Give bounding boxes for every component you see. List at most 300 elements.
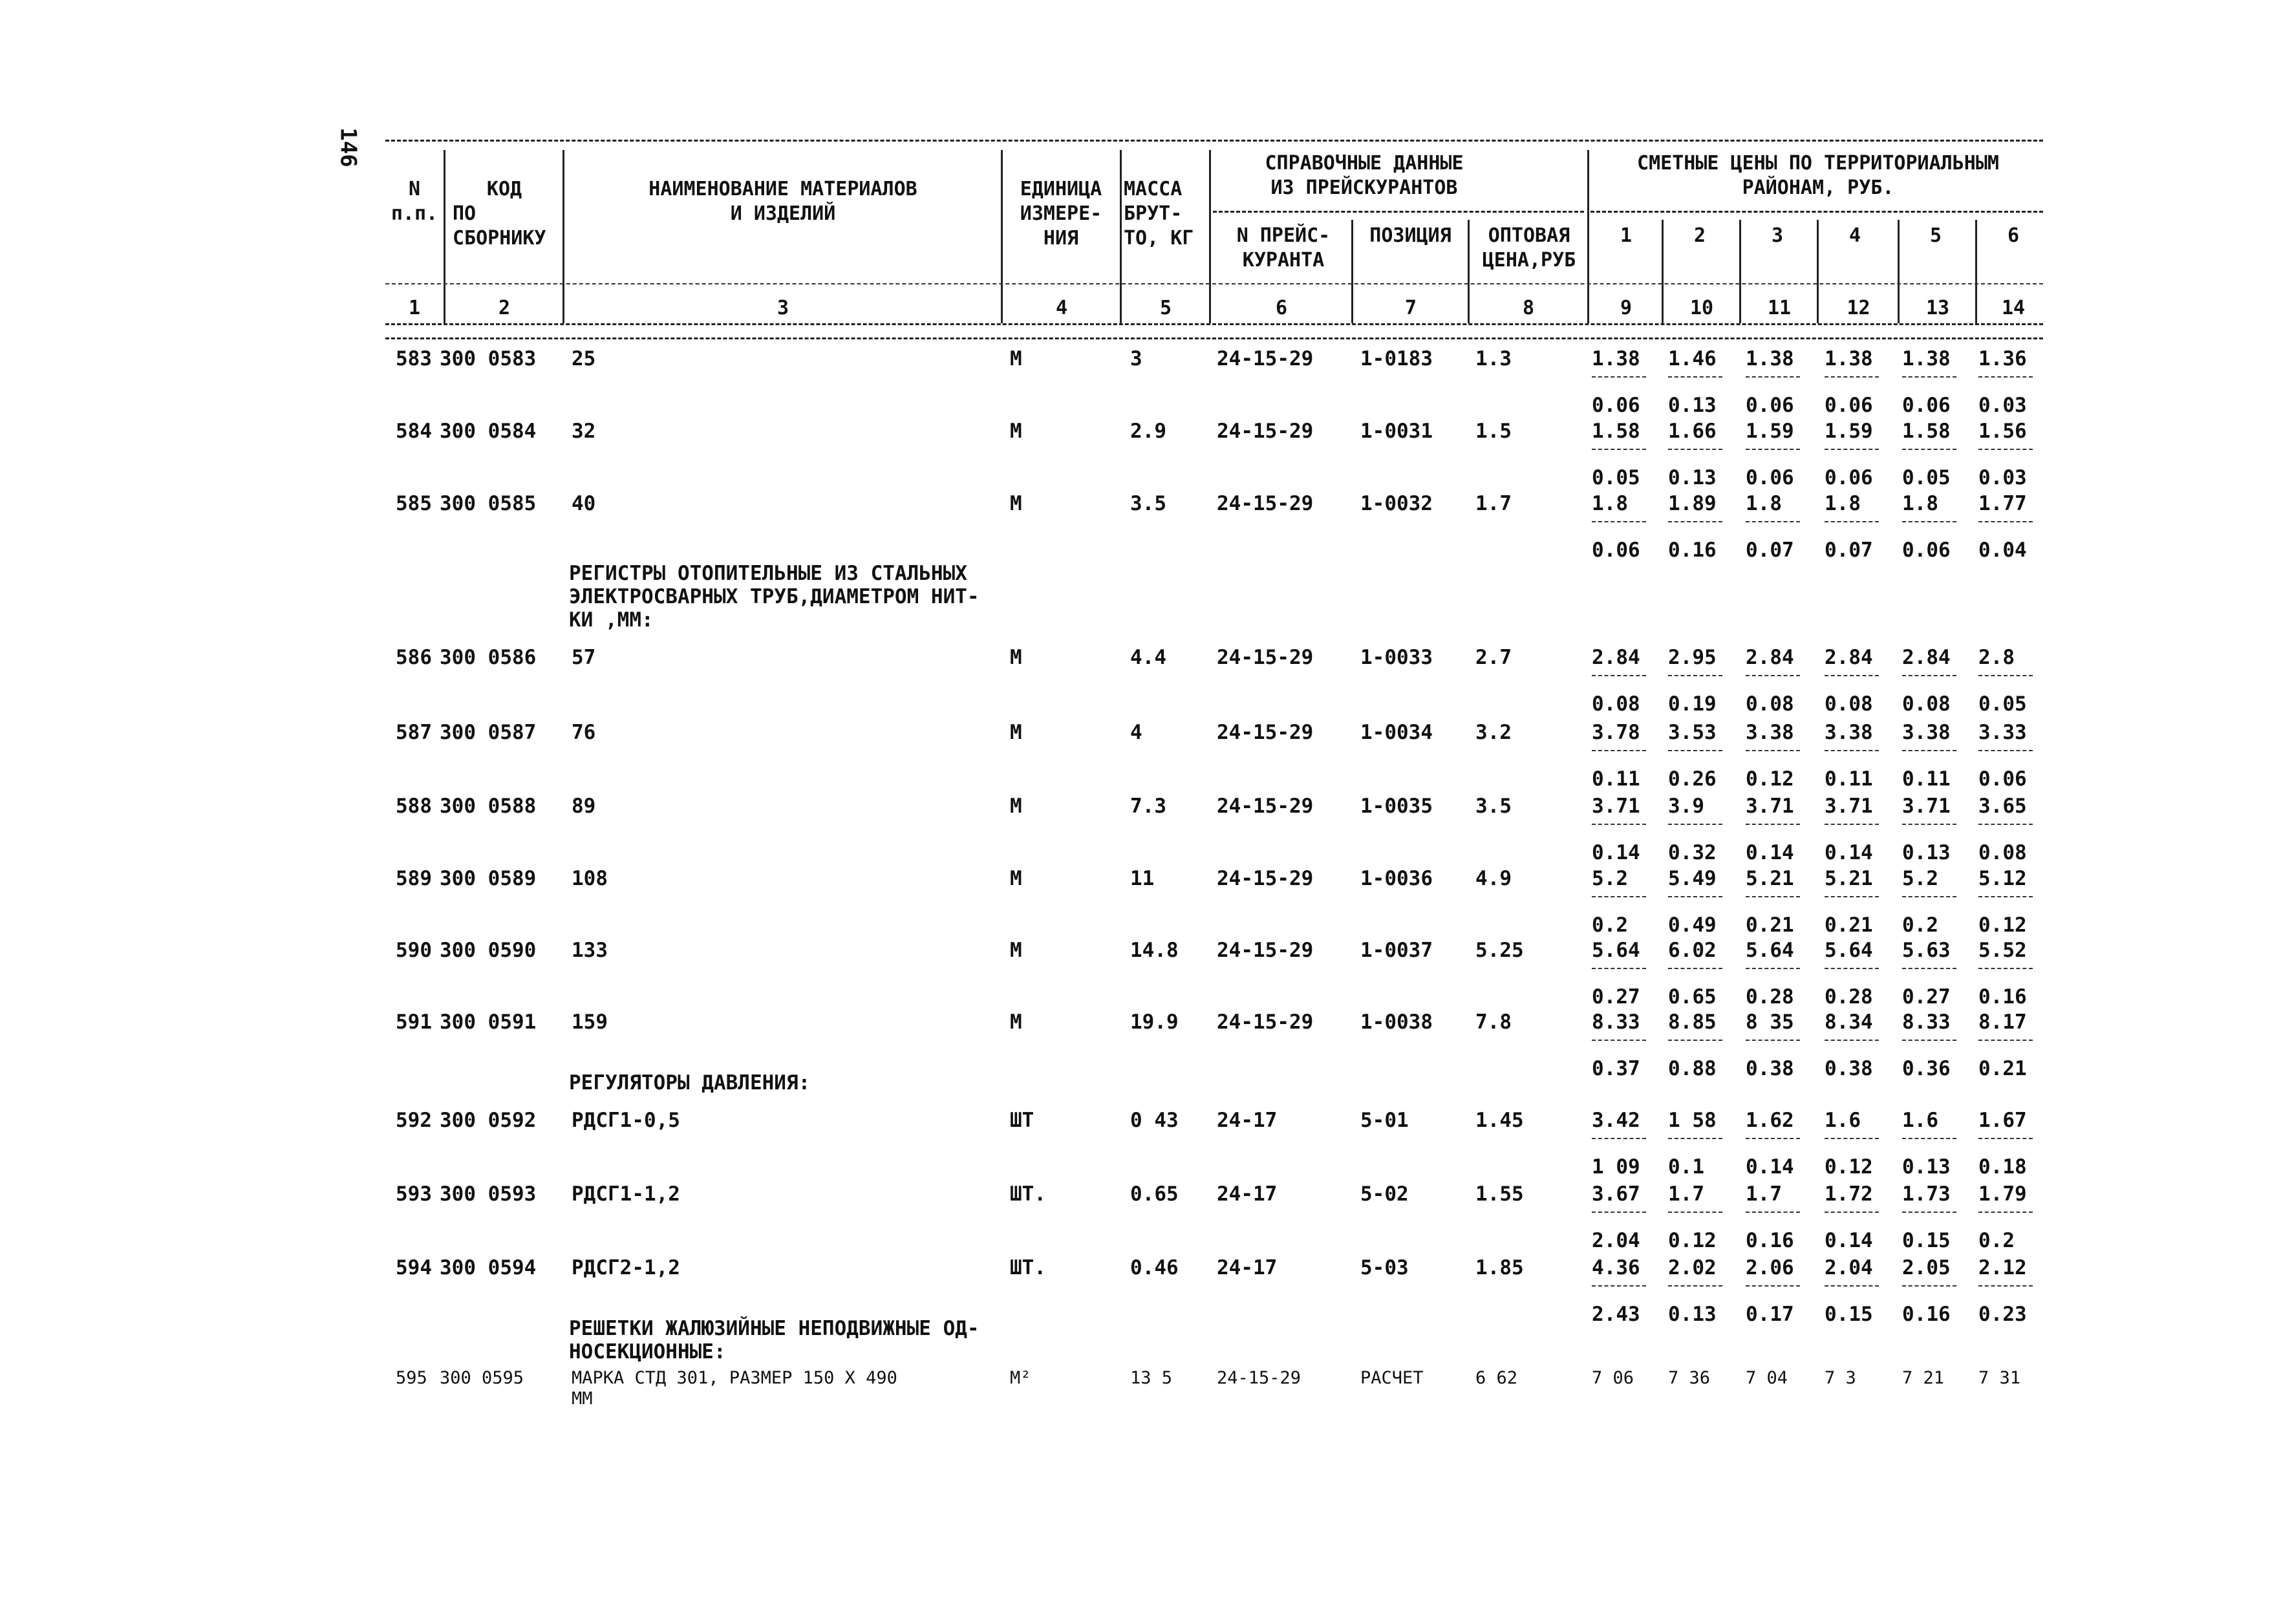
- row-region-transport: 0.27: [1592, 985, 1640, 1009]
- fraction-line: [1825, 1285, 1879, 1287]
- row-code: 300 0585: [440, 492, 537, 515]
- row-region-transport: 0.06: [1592, 394, 1640, 417]
- fraction-line: [1668, 824, 1722, 825]
- fraction-line: [1978, 675, 2033, 676]
- row-pricelist: 24-15-29: [1217, 867, 1314, 890]
- row-region-transport: 0.21: [1825, 914, 1873, 937]
- column-number: 14: [2001, 297, 2026, 319]
- header-region-5: 5: [1929, 224, 1942, 247]
- row-region-price: 1.89: [1668, 492, 1717, 515]
- fraction-line: [1592, 1040, 1646, 1041]
- row-number: 592: [396, 1109, 432, 1132]
- row-region-price: 1.6: [1825, 1109, 1861, 1132]
- row-position: 5-01: [1360, 1109, 1409, 1132]
- row-region-price: 5.49: [1668, 867, 1717, 890]
- header-npp: п.п.: [391, 202, 438, 225]
- column-divider: [1817, 290, 1819, 322]
- row-mass: 4: [1130, 721, 1142, 744]
- fraction-line: [1668, 675, 1722, 676]
- row-region-transport: 0.14: [1825, 1229, 1873, 1252]
- row-name: 25: [572, 347, 596, 370]
- fraction-line: [1825, 675, 1879, 676]
- row-region-price: 8.33: [1902, 1010, 1951, 1034]
- row-region-price: 2.04: [1825, 1256, 1873, 1279]
- row-region-price: 3.38: [1825, 721, 1873, 744]
- row-pricelist: 24-17: [1217, 1256, 1278, 1279]
- row-wholesale-price: 1.45: [1475, 1109, 1524, 1132]
- fraction-line: [1902, 376, 1956, 378]
- row-wholesale-price: 1.5: [1475, 420, 1512, 443]
- column-divider: [1662, 290, 1664, 322]
- row-unit: М: [1010, 420, 1022, 443]
- row-name: 57: [572, 646, 596, 669]
- fraction-line: [1668, 521, 1722, 522]
- header-pricelist: N ПРЕЙС-: [1236, 224, 1331, 247]
- row-region-transport: 0.27: [1902, 985, 1951, 1009]
- row-region-price: 7 06: [1592, 1368, 1634, 1388]
- row-code: 300 0593: [440, 1182, 537, 1206]
- row-pricelist: 24-15-29: [1217, 420, 1314, 443]
- row-region-transport: 0.26: [1668, 767, 1717, 791]
- row-region-price: 3.42: [1592, 1109, 1640, 1132]
- row-unit: ШТ: [1010, 1109, 1034, 1132]
- fraction-line: [1978, 896, 2033, 897]
- row-region-price: 5.64: [1825, 939, 1873, 962]
- row-name: РДСГ1-1,2: [572, 1182, 680, 1206]
- row-number: 588: [396, 795, 432, 818]
- row-name: 32: [572, 420, 596, 443]
- row-region-price: 1.38: [1746, 347, 1794, 370]
- row-code: 300 0584: [440, 420, 537, 443]
- row-region-transport: 0.19: [1668, 692, 1717, 716]
- row-number: 594: [396, 1256, 432, 1279]
- row-region-transport: 0.06: [1902, 394, 1951, 417]
- row-region-price: 5.52: [1978, 939, 2027, 962]
- fraction-line: [1978, 449, 2033, 450]
- row-region-transport: 0.08: [1978, 841, 2027, 864]
- row-code: 300 0592: [440, 1109, 537, 1132]
- row-region-price: 1.62: [1746, 1109, 1794, 1132]
- fraction-line: [1592, 750, 1646, 751]
- row-region-price: 8 35: [1746, 1010, 1794, 1034]
- column-divider: [1975, 290, 1977, 322]
- column-divider: [562, 290, 564, 322]
- column-number: 4: [1055, 297, 1068, 319]
- column-number: 3: [776, 297, 789, 319]
- row-region-price: 2.8: [1978, 646, 2015, 669]
- row-region-transport: 0.08: [1592, 692, 1640, 716]
- row-region-price: 1.58: [1902, 420, 1951, 443]
- row-region-transport: 2.43: [1592, 1303, 1640, 1326]
- row-region-transport: 0.06: [1825, 394, 1873, 417]
- fraction-line: [1902, 675, 1956, 676]
- row-pricelist: 24-15-29: [1217, 1368, 1301, 1388]
- fraction-line: [1668, 1138, 1722, 1139]
- row-region-price: 3.53: [1668, 721, 1717, 744]
- row-number: 595: [396, 1368, 427, 1388]
- row-unit: М: [1010, 1010, 1022, 1034]
- row-region-transport: 0.21: [1978, 1057, 2027, 1080]
- row-code: 300 0589: [440, 867, 537, 890]
- row-region-price: 1.66: [1668, 420, 1717, 443]
- row-pricelist: 24-17: [1217, 1182, 1278, 1206]
- fraction-line: [1825, 521, 1879, 522]
- row-code: 300 0595: [440, 1368, 524, 1388]
- fraction-line: [1978, 376, 2033, 378]
- row-wholesale-price: 4.9: [1475, 867, 1512, 890]
- column-divider: [1351, 290, 1353, 322]
- row-region-transport: 0.16: [1978, 985, 2027, 1009]
- header-region-4: 4: [1848, 224, 1861, 247]
- row-mass: 3: [1130, 347, 1142, 370]
- column-divider: [1898, 290, 1900, 322]
- row-unit: М: [1010, 939, 1022, 962]
- row-position: 1-0036: [1360, 867, 1433, 890]
- fraction-line: [1746, 521, 1800, 522]
- row-region-price: 1.73: [1902, 1182, 1951, 1206]
- row-region-price: 3.71: [1746, 795, 1794, 818]
- row-region-transport: 0.38: [1746, 1057, 1794, 1080]
- row-region-transport: 0.06: [1825, 466, 1873, 489]
- row-region-transport: 0.23: [1978, 1303, 2027, 1326]
- fraction-line: [1668, 449, 1722, 450]
- row-number: 589: [396, 867, 432, 890]
- fraction-line: [1825, 1040, 1879, 1041]
- rule-line: [385, 323, 2043, 325]
- group-caption: РЕШЕТКИ ЖАЛЮЗИЙНЫЕ НЕПОДВИЖНЫЕ ОД-: [569, 1317, 980, 1340]
- fraction-line: [1592, 968, 1646, 969]
- row-region-price: 1.7: [1746, 1182, 1782, 1206]
- row-region-transport: 0.06: [1592, 539, 1640, 562]
- row-mass: 0 43: [1130, 1109, 1179, 1132]
- header-reference-group: СПРАВОЧНЫЕ ДАННЫЕ: [1265, 152, 1464, 175]
- row-position: 1-0038: [1360, 1010, 1433, 1034]
- group-caption: НОСЕКЦИОННЫЕ:: [569, 1340, 726, 1363]
- row-wholesale-price: 1.55: [1475, 1182, 1524, 1206]
- column-divider: [1468, 290, 1470, 322]
- fraction-line: [1746, 1138, 1800, 1139]
- row-region-transport: 0.18: [1978, 1155, 2027, 1179]
- column-divider: [444, 290, 445, 322]
- row-unit: ШТ.: [1010, 1256, 1046, 1279]
- row-region-price: 3.33: [1978, 721, 2027, 744]
- row-region-price: 5.64: [1746, 939, 1794, 962]
- row-region-price: 3.9: [1668, 795, 1704, 818]
- row-position: 1-0031: [1360, 420, 1433, 443]
- fraction-line: [1668, 750, 1722, 751]
- row-mass: 19.9: [1130, 1010, 1179, 1034]
- row-region-price: 3.71: [1902, 795, 1951, 818]
- row-region-transport: 0.14: [1746, 1155, 1794, 1179]
- header-name: НАИМЕНОВАНИЕ МАТЕРИАЛОВ: [648, 178, 917, 200]
- fraction-line: [1668, 1212, 1722, 1213]
- row-region-transport: 0.06: [1746, 394, 1794, 417]
- row-region-price: 2.06: [1746, 1256, 1794, 1279]
- row-region-transport: 0.14: [1746, 841, 1794, 864]
- column-number: 11: [1767, 297, 1792, 319]
- row-region-price: 3.78: [1592, 721, 1640, 744]
- fraction-line: [1668, 968, 1722, 969]
- row-region-transport: 0.2: [1902, 914, 1938, 937]
- fraction-line: [1978, 1138, 2033, 1139]
- row-region-price: 2.95: [1668, 646, 1717, 669]
- row-region-price: 4.36: [1592, 1256, 1640, 1279]
- row-region-transport: 1 09: [1592, 1155, 1640, 1179]
- row-number: 585: [396, 492, 432, 515]
- row-region-price: 1.7: [1668, 1182, 1704, 1206]
- row-region-transport: 0.13: [1902, 1155, 1951, 1179]
- fraction-line: [1668, 376, 1722, 378]
- row-region-price: 8.85: [1668, 1010, 1717, 1034]
- row-pricelist: 24-15-29: [1217, 646, 1314, 669]
- row-mass: 13 5: [1130, 1368, 1173, 1388]
- fraction-line: [1902, 1138, 1956, 1139]
- row-number: 591: [396, 1010, 432, 1034]
- fraction-line: [1592, 449, 1646, 450]
- rule-line: [385, 140, 2043, 142]
- header-region-3: 3: [1771, 224, 1784, 247]
- fraction-line: [1978, 750, 2033, 751]
- row-number: 590: [396, 939, 432, 962]
- row-region-price: 1.72: [1825, 1182, 1873, 1206]
- fraction-line: [1902, 1040, 1956, 1041]
- header-mass: ТО, КГ: [1124, 227, 1194, 250]
- header-mass: МАССА: [1124, 178, 1183, 200]
- row-code: 300 0586: [440, 646, 537, 669]
- row-region-price: 1.8: [1746, 492, 1782, 515]
- fraction-line: [1825, 824, 1879, 825]
- column-number: 6: [1275, 297, 1288, 319]
- column-number: 12: [1847, 297, 1870, 319]
- row-region-price: 2.84: [1825, 646, 1873, 669]
- fraction-line: [1746, 1285, 1800, 1287]
- header-code: СБОРНИКУ: [453, 227, 546, 250]
- row-pricelist: 24-15-29: [1217, 795, 1314, 818]
- row-name: 159: [572, 1010, 608, 1034]
- fraction-line: [1902, 521, 1956, 522]
- row-region-price: 2.84: [1592, 646, 1640, 669]
- group-caption: РЕГИСТРЫ ОТОПИТЕЛЬНЫЕ ИЗ СТАЛЬНЫХ: [569, 562, 967, 585]
- fraction-line: [1825, 1138, 1879, 1139]
- row-region-transport: 0.06: [1978, 767, 2027, 791]
- row-number: 593: [396, 1182, 432, 1206]
- rule-line: [385, 283, 2043, 284]
- row-region-transport: 0.14: [1592, 841, 1640, 864]
- row-region-price: 1.8: [1825, 492, 1861, 515]
- row-region-transport: 0.05: [1592, 466, 1640, 489]
- fraction-line: [1668, 1040, 1722, 1041]
- row-region-price: 3.38: [1746, 721, 1794, 744]
- row-region-transport: 0.05: [1902, 466, 1951, 489]
- row-region-transport: 0.2: [1978, 1229, 2015, 1252]
- fraction-line: [1668, 896, 1722, 897]
- row-region-transport: 0.15: [1825, 1303, 1873, 1326]
- row-region-transport: 0.14: [1825, 841, 1873, 864]
- row-position: 1-0034: [1360, 721, 1433, 744]
- row-code: 300 0583: [440, 347, 537, 370]
- row-wholesale-price: 2.7: [1475, 646, 1512, 669]
- column-divider: [1120, 290, 1122, 322]
- row-region-transport: 0.13: [1902, 841, 1951, 864]
- page-number: 146: [335, 127, 361, 167]
- row-region-price: 1.79: [1978, 1182, 2027, 1206]
- row-region-price: 1.58: [1592, 420, 1640, 443]
- fraction-line: [1978, 968, 2033, 969]
- row-region-transport: 0.16: [1746, 1229, 1794, 1252]
- fraction-line: [1668, 1285, 1722, 1287]
- header-name: И ИЗДЕЛИЙ: [730, 202, 836, 225]
- row-mass: 2.9: [1130, 420, 1166, 443]
- row-region-price: 7 3: [1825, 1368, 1856, 1388]
- header-pricelist: КУРАНТА: [1242, 249, 1325, 272]
- fraction-line: [1902, 896, 1956, 897]
- row-wholesale-price: 1.7: [1475, 492, 1512, 515]
- row-pricelist: 24-15-29: [1217, 721, 1314, 744]
- row-region-price: 1.38: [1825, 347, 1873, 370]
- row-mass: 11: [1130, 867, 1155, 890]
- row-region-price: 2.02: [1668, 1256, 1717, 1279]
- row-region-price: 7 31: [1978, 1368, 2021, 1388]
- row-region-transport: 0.2: [1592, 914, 1628, 937]
- row-position: 1-0183: [1360, 347, 1433, 370]
- fraction-line: [1592, 376, 1646, 378]
- row-region-price: 8.34: [1825, 1010, 1873, 1034]
- fraction-line: [1746, 750, 1800, 751]
- fraction-line: [1592, 824, 1646, 825]
- fraction-line: [1592, 1212, 1646, 1213]
- header-position: ПОЗИЦИЯ: [1369, 224, 1451, 247]
- fraction-line: [1746, 675, 1800, 676]
- row-region-transport: 0.28: [1746, 985, 1794, 1009]
- column-divider: [1587, 290, 1589, 322]
- row-name: ММ: [572, 1389, 593, 1409]
- fraction-line: [1825, 376, 1879, 378]
- fraction-line: [1746, 896, 1800, 897]
- row-position: 1-0037: [1360, 939, 1433, 962]
- fraction-line: [1825, 896, 1879, 897]
- row-code: 300 0587: [440, 721, 537, 744]
- row-number: 583: [396, 347, 432, 370]
- header-code: КОД: [486, 178, 522, 200]
- row-pricelist: 24-15-29: [1217, 1010, 1314, 1034]
- row-number: 587: [396, 721, 432, 744]
- fraction-line: [1746, 1212, 1800, 1213]
- fraction-line: [1746, 449, 1800, 450]
- row-region-price: 1.77: [1978, 492, 2027, 515]
- row-position: 1-0032: [1360, 492, 1433, 515]
- row-name: 40: [572, 492, 596, 515]
- row-region-transport: 0.11: [1592, 767, 1640, 791]
- fraction-line: [1978, 1212, 2033, 1213]
- header-code: ПО: [453, 202, 477, 225]
- column-number: 13: [1925, 297, 1950, 319]
- row-region-transport: 0.17: [1746, 1303, 1794, 1326]
- fraction-line: [1825, 750, 1879, 751]
- row-wholesale-price: 7.8: [1475, 1010, 1512, 1034]
- row-region-price: 1.67: [1978, 1109, 2027, 1132]
- row-name: 76: [572, 721, 596, 744]
- row-position: 1-0035: [1360, 795, 1433, 818]
- row-region-price: 1.59: [1746, 420, 1794, 443]
- fraction-line: [1746, 1040, 1800, 1041]
- row-unit: М: [1010, 721, 1022, 744]
- header-npp: N: [408, 178, 421, 200]
- fraction-line: [1825, 1212, 1879, 1213]
- row-region-price: 3.71: [1825, 795, 1873, 818]
- row-region-price: 5.63: [1902, 939, 1951, 962]
- row-region-price: 1.56: [1978, 420, 2027, 443]
- fraction-line: [1978, 1040, 2033, 1041]
- row-mass: 0.46: [1130, 1256, 1179, 1279]
- row-region-transport: 0.65: [1668, 985, 1717, 1009]
- header-price-group: СМЕТНЫЕ ЦЕНЫ ПО ТЕРРИТОРИАЛЬНЫМ: [1637, 152, 1999, 175]
- row-region-transport: 0.12: [1668, 1229, 1717, 1252]
- row-name: 108: [572, 867, 608, 890]
- row-wholesale-price: 3.2: [1475, 721, 1512, 744]
- row-unit: ШТ.: [1010, 1182, 1046, 1206]
- fraction-line: [1592, 675, 1646, 676]
- row-region-price: 5.12: [1978, 867, 2027, 890]
- fraction-line: [1902, 1212, 1956, 1213]
- row-pricelist: 24-17: [1217, 1109, 1278, 1132]
- row-region-transport: 0.08: [1902, 692, 1951, 716]
- row-region-transport: 0.36: [1902, 1057, 1951, 1080]
- column-number: 2: [498, 297, 511, 319]
- row-mass: 0.65: [1130, 1182, 1179, 1206]
- row-wholesale-price: 5.25: [1475, 939, 1524, 962]
- header-region-6: 6: [2007, 224, 2020, 247]
- column-number: 1: [408, 297, 421, 319]
- row-region-price: 3.71: [1592, 795, 1640, 818]
- row-region-price: 1.6: [1902, 1109, 1938, 1132]
- fraction-line: [1978, 1285, 2033, 1287]
- row-region-transport: 0.05: [1978, 692, 2027, 716]
- row-region-price: 2.12: [1978, 1256, 2027, 1279]
- row-pricelist: 24-15-29: [1217, 492, 1314, 515]
- row-code: 300 0594: [440, 1256, 537, 1279]
- row-mass: 14.8: [1130, 939, 1179, 962]
- column-divider: [1739, 290, 1741, 322]
- row-unit: М: [1010, 795, 1022, 818]
- row-pricelist: 24-15-29: [1217, 347, 1314, 370]
- header-unit: НИЯ: [1043, 227, 1079, 250]
- column-number: 9: [1620, 297, 1633, 319]
- header-price-group: РАЙОНАМ, РУБ.: [1742, 176, 1894, 199]
- row-name: 133: [572, 939, 608, 962]
- row-region-price: 8.33: [1592, 1010, 1640, 1034]
- row-region-transport: 0.28: [1825, 985, 1873, 1009]
- row-region-transport: 0.12: [1746, 767, 1794, 791]
- row-region-price: 1.8: [1592, 492, 1628, 515]
- row-region-transport: 0.1: [1668, 1155, 1704, 1179]
- row-region-transport: 0.21: [1746, 914, 1794, 937]
- row-name: РДСГ1-0,5: [572, 1109, 680, 1132]
- fraction-line: [1592, 1285, 1646, 1287]
- row-region-price: 1.8: [1902, 492, 1938, 515]
- header-unit: ЕДИНИЦА: [1020, 178, 1102, 200]
- row-region-transport: 2.04: [1592, 1229, 1640, 1252]
- row-region-price: 7 04: [1746, 1368, 1788, 1388]
- column-number: 10: [1689, 297, 1714, 319]
- row-unit: М²: [1010, 1368, 1031, 1388]
- header-region-2: 2: [1693, 224, 1706, 247]
- row-region-transport: 0.37: [1592, 1057, 1640, 1080]
- row-region-transport: 0.03: [1978, 394, 2027, 417]
- row-unit: М: [1010, 347, 1022, 370]
- row-region-transport: 0.38: [1825, 1057, 1873, 1080]
- row-name: 89: [572, 795, 596, 818]
- row-region-price: 2.84: [1902, 646, 1951, 669]
